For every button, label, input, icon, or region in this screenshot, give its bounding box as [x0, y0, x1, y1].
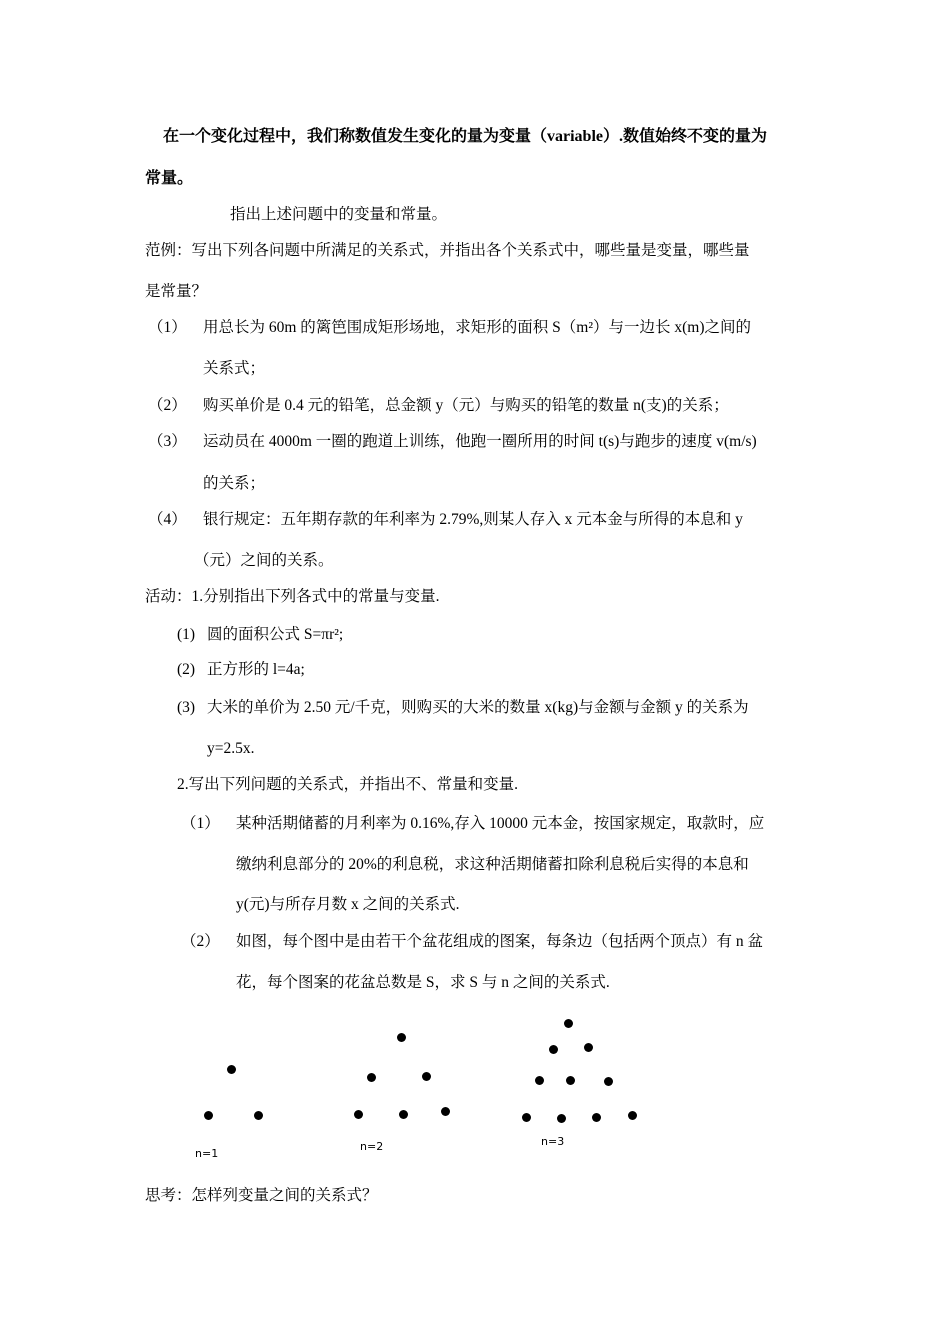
activity-item-1-number: (1) [177, 626, 196, 643]
example-intro-line-2: 是常量？ [145, 283, 208, 300]
pot-dot [354, 1110, 363, 1119]
activity-heading: 活动：1.分别指出下列各式中的常量与变量. [145, 588, 440, 605]
example-item-4-text-cont: （元）之间的关系。 [194, 552, 334, 569]
example-item-3-number: （3） [148, 433, 187, 450]
flower-pot-pattern-figure [185, 1010, 665, 1170]
pot-dot [564, 1019, 573, 1028]
example-item-4-text: 银行规定：五年期存款的年利率为 2.79%,则某人存入 x 元本金与所得的本息和 y [203, 511, 743, 528]
example-item-4-number: （4） [148, 511, 187, 528]
part2-item-1-text-cont: 缴纳利息部分的 20%的利息税，求这种活期储蓄扣除利息税后实得的本息和 [236, 856, 749, 873]
activity-item-3-text: 大米的单价为 2.50 元/千克，则购买的大米的数量 x(kg)与金额与金额 y 的关系为 [207, 699, 749, 716]
activity-part2-heading: 2.写出下列问题的关系式，并指出不、常量和变量. [177, 776, 519, 793]
example-item-1-text: 用总长为 60m 的篱笆围成矩形场地，求矩形的面积 S（m²）与一边长 x(m)之间的 [203, 319, 752, 336]
part2-item-1-text-cont-2: y(元)与所存月数 x 之间的关系式. [236, 896, 460, 913]
pot-dot [204, 1111, 213, 1120]
activity-item-3-text-cont: y=2.5x. [207, 740, 255, 757]
activity-item-3-number: (3) [177, 699, 196, 716]
pot-dot [535, 1076, 544, 1085]
part2-item-1-text: 某种活期储蓄的月利率为 0.16%,存入 10000 元本金，按国家规定，取款时，应 [236, 815, 765, 832]
pot-dot [557, 1114, 566, 1123]
figure-label-n1: n=1 [195, 1147, 219, 1160]
example-item-3-text: 运动员在 4000m 一圈的跑道上训练，他跑一圈所用的时间 t(s)与跑步的速度 v(m/s) [203, 433, 757, 450]
part2-item-2-text-cont: 花，每个图案的花盆总数是 S，求 S 与 n 之间的关系式. [236, 974, 610, 991]
part2-item-2-number: （2） [181, 933, 220, 950]
figure-label-n2: n=2 [360, 1140, 384, 1153]
activity-item-2-number: (2) [177, 661, 196, 678]
pot-dot [566, 1076, 575, 1085]
example-item-1-text-cont: 关系式； [203, 360, 266, 377]
pot-dot [584, 1043, 593, 1052]
pot-dot [592, 1113, 601, 1122]
thinking-question: 思考：怎样列变量之间的关系式？ [145, 1187, 378, 1204]
pot-dot [549, 1045, 558, 1054]
pot-dot [397, 1033, 406, 1042]
example-item-2-number: （2） [148, 397, 187, 414]
example-item-3-text-cont: 的关系； [203, 475, 266, 492]
instruction-text: 指出上述问题中的变量和常量。 [230, 206, 448, 223]
pot-dot [254, 1111, 263, 1120]
example-intro-line-1: 范例：写出下列各问题中所满足的关系式，并指出各个关系式中，哪些量是变量，哪些量 [145, 242, 750, 259]
pot-dot [227, 1065, 236, 1074]
figure-label-n3: n=3 [541, 1135, 565, 1148]
part2-item-2-text: 如图，每个图中是由若干个盆花组成的图案，每条边（包括两个顶点）有 n 盆 [236, 933, 764, 950]
pot-dot [628, 1111, 637, 1120]
example-item-2-text: 购买单价是 0.4 元的铅笔，总金额 y（元）与购买的铅笔的数量 n(支)的关系； [203, 397, 729, 414]
definition-line-1: 在一个变化过程中，我们称数值发生变化的量为变量（variable）.数值始终不变的量为 [163, 128, 767, 145]
pot-dot [399, 1110, 408, 1119]
activity-item-2-text: 正方形的 l=4a; [207, 661, 305, 678]
activity-item-1-text: 圆的面积公式 S=πr²; [207, 626, 344, 643]
part2-item-1-number: （1） [181, 815, 220, 832]
pot-dot [522, 1113, 531, 1122]
pot-dot [367, 1073, 376, 1082]
pot-dot [604, 1077, 613, 1086]
definition-line-2: 常量。 [145, 170, 194, 187]
pot-dot [441, 1107, 450, 1116]
pot-dot [422, 1072, 431, 1081]
example-item-1-number: （1） [148, 319, 187, 336]
